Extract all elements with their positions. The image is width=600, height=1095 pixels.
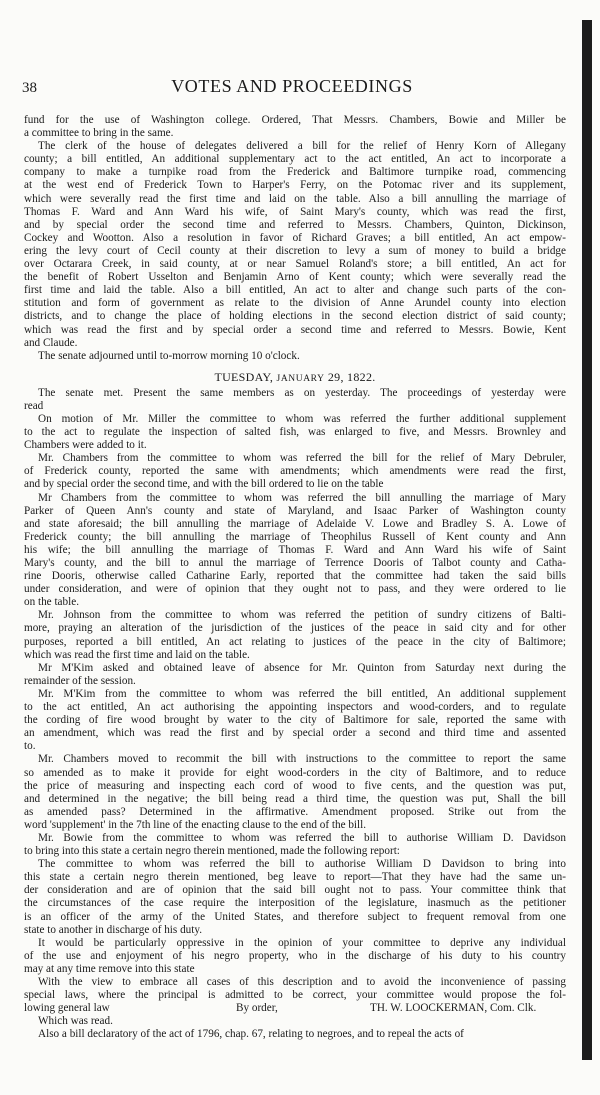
text-line: Mr. Chambers from the committee to whom was referred the bill for the relief of Mary Debruler,: [38, 452, 566, 465]
text-line: The senate met. Present the same members as on yesterday. The proceedings of yesterday were: [38, 386, 566, 399]
text-line: Thomas F. Ward and Ann Ward his wife, of Saint Mary's county, which was read the first,: [24, 205, 566, 218]
text-line: on the table.: [24, 596, 79, 609]
text-line: purposes, reported a bill entitled, An act relating to justices of the peace in the city of Baltimore;: [24, 635, 566, 648]
text-line: the benefit of Robert Usselton and Benjamin Arno of Kent county; which were severally read the: [24, 271, 566, 284]
text-line: which were severally read the first time and laid on the table. Also a bill annulling the marriage of: [24, 192, 566, 205]
text-line: and by special order the second time, and with the bill ordered to lie on the table: [24, 478, 384, 491]
text-line: and by special order the second time and referred to Messrs. Chambers, Quinton, Dickinson,: [24, 218, 566, 231]
text-line: Cockey and Wootton. Also a resolution in favor of Richard Graves; a bill entitled, An act empow-: [24, 231, 566, 244]
text-line: over Octarara Creek, in said county, at or near Samuel Roland's store; a bill entitled, An act for: [24, 258, 566, 271]
paragraph: [24, 832, 566, 858]
signature-by-order: By order,: [236, 1002, 278, 1015]
paragraph: [24, 350, 566, 363]
signature-lead: lowing general law: [24, 1002, 110, 1015]
section-after: [24, 387, 566, 1002]
text-line: to the act to regulate the inspection of salted fish, was enlarged to five, and Messrs. Brownley and: [24, 426, 566, 439]
text-line: Which was read.: [38, 1015, 113, 1028]
document-body: [24, 114, 566, 1041]
text-line: Mary's county, and the bill to annul the marriage of Terrence Dooris of Talbot county and Catha-: [24, 557, 566, 569]
text-line: Mr. Johnson from the committee to whom was referred the petition of sundry citizens of Balti-: [38, 609, 566, 622]
text-line: districts, and to change the place of holding elections in the second election district of said county;: [24, 310, 566, 323]
text-line: the circumstances of the case require the interposition of the legislature, inasmuch as the petitioner: [24, 897, 566, 910]
text-line: more, praying an alteration of the jurisdiction of the justices of the peace in said city and for other: [24, 622, 566, 635]
text-line: so amended as to make it provide for eight wood-corders in the city of Baltimore, and to reduce: [24, 766, 566, 779]
text-line: under consideration, and were of opinion that they ought not to pass, and they were ordered to lie: [24, 583, 566, 596]
text-line: at the west end of Frederick Town to Harper's Ferry, on the Potomac river and its supplement,: [24, 179, 566, 192]
text-line: first time and laid the table. Also a bill entitled, An act to alter and change such parts of the con-: [24, 284, 566, 297]
paragraph: [24, 492, 566, 610]
text-line: an amendment, which was read the first and by special order a second and third time and assented: [24, 727, 566, 740]
paragraph: [24, 662, 566, 688]
text-line: to bring into this state a certain negro therein mentioned, made the following report:: [24, 845, 400, 858]
text-line: The clerk of the house of delegates delivered a bill for the relief of Henry Korn of Allegany: [38, 140, 566, 153]
heading-date: 29, 1822.: [327, 369, 376, 384]
text-line: fund for the use of Washington college. Ordered, That Messrs. Chambers, Bowie and Miller be: [24, 114, 566, 126]
text-line: and state aforesaid; the bill annulling the marriage of Adelaide V. Lowe and Bradley S. A. Lowe of: [24, 517, 566, 530]
text-line: may at any time remove into this state: [24, 962, 195, 975]
section-before: [24, 114, 566, 363]
signature-name: TH. W. LOOCKERMAN, Com. Clk.: [370, 1002, 537, 1015]
text-line: stitution and form of government as relate to the division of Anne Arundel county into election: [24, 297, 566, 310]
paragraph: [24, 387, 566, 413]
text-line: and Claude.: [24, 336, 78, 349]
text-line: It would be particularly oppressive in the opinion of your committee to deprive any individual: [38, 936, 566, 949]
text-line: the cording of fire wood brought by water to the city of Baltimore for sale, reported the same with: [24, 714, 566, 727]
text-line: and determined in the negative; the bill being read a third time, the question was put, Shall the bill: [24, 792, 566, 805]
text-line: which was read the first time and laid on the table.: [24, 648, 250, 661]
text-line: to the act entitled, An act authorising the appointing inspectors and wood-corders, and to regulate: [24, 701, 566, 714]
paragraph: [24, 976, 566, 1002]
day-heading: [24, 363, 566, 387]
text-line: special laws, where the principal is admitted to be correct, your committee would propose the fol-: [24, 989, 566, 1002]
text-line: The committee to whom was referred the bill to authorise William D Davidson to bring into: [38, 858, 566, 871]
text-line: The senate adjourned until to-morrow morning 10 o'clock.: [38, 349, 300, 362]
paragraph: [24, 413, 566, 452]
section-closing: [24, 1015, 566, 1041]
text-line: remainder of the session.: [24, 674, 136, 687]
text-line: state to another in discharge of his duty.: [24, 923, 203, 936]
paragraph: [24, 858, 566, 937]
heading-day: TUESDAY,: [214, 369, 274, 384]
text-line: Mr. Chambers moved to recommit the bill with instructions to the committee to report the same: [38, 753, 566, 766]
paragraph: [24, 140, 566, 350]
text-line: Frederick county; the bill annulling the marriage of Theophilus Russell of Kent county and Ann: [24, 530, 566, 543]
heading-month: JANUARY: [276, 373, 325, 384]
text-line: Mr Chambers from the committee to whom was referred the bill annulling the marriage of Mary: [38, 491, 566, 504]
text-line: Mr. M'Kim from the committee to whom was referred the bill entitled, An additional supplement: [38, 687, 566, 700]
paragraph: [24, 609, 566, 661]
paragraph: [24, 937, 566, 976]
text-line: this state a certain negro therein mentioned, beg leave to report—That they have had the same un-: [24, 871, 566, 884]
paragraph: [24, 452, 566, 491]
text-line: of the use and enjoyment of his negro property, who in the discharge of his duty to his country: [24, 949, 566, 962]
text-line: rine Dooris, otherwise called Catharine Early, reported that the committee had taken the said bills: [24, 570, 566, 583]
text-line: Mr. Bowie from the committee to whom was referred the bill to authorise William D. Davidson: [38, 831, 566, 844]
text-line: read: [24, 399, 44, 412]
text-line: a committee to bring in the same.: [24, 127, 174, 140]
text-line: to.: [24, 740, 36, 753]
text-line: word 'supplement' in the 7th line of the enacting clause to the end of the bill.: [24, 818, 367, 831]
text-line: der consideration and are of opinion that the said bill ought not to pass. Your committee think that: [24, 884, 566, 897]
text-line: is an officer of the army of the United States, and therefore subject to frequent removal from one: [24, 910, 566, 923]
paragraph: [24, 753, 566, 832]
text-line: which was read the first and by special order a second time and referred to Messrs. Bowie, Kent: [24, 323, 566, 336]
paragraph: [24, 114, 566, 140]
text-line: company to make a turnpike road from the Frederick and Baltimore turnpike road, commencing: [24, 166, 566, 179]
text-line: ering the levy court of Cecil county at their discretion to levy a sum of money to build a bridge: [24, 244, 566, 257]
text-line: the price of measuring and inspecting each cord of wood to five cents, and the question was put,: [24, 779, 566, 792]
text-line: of Frederick county, reported the same with amendments; which amendments were read the first,: [24, 465, 566, 478]
running-title: VOTES AND PROCEEDINGS: [171, 76, 413, 96]
text-line: Chambers were added to it.: [24, 439, 147, 452]
paragraph: [24, 688, 566, 753]
committee-signature: [24, 1002, 566, 1015]
text-line: as amended pass? Determined in the affirmative. Amendment proposed. Strike out from the: [24, 805, 566, 818]
text-line: Mr M'Kim asked and obtained leave of absence for Mr. Quinton from Saturday next during the: [38, 661, 566, 674]
page-number: 38: [22, 80, 37, 96]
text-line: Parker of Queen Ann's county and state of Maryland, and Isaac Parker of Washington county: [24, 504, 566, 517]
text-line: On motion of Mr. Miller the committee to whom was referred the further additional supplement: [38, 412, 566, 425]
paragraph: [24, 1028, 566, 1041]
text-line: Also a bill declaratory of the act of 1796, chap. 67, relating to negroes, and to repeal the acts of: [38, 1028, 464, 1041]
text-line: With the view to embrace all cases of this description and to avoid the inconvenience of passing: [38, 976, 566, 988]
paragraph: [24, 1015, 566, 1028]
text-line: his wife; the bill annulling the marriage of Thomas F. Ward and Ann Ward his wife of Saint: [24, 543, 566, 556]
scan-edge-shadow: [582, 20, 592, 1060]
text-line: county; a bill entitled, An additional supplementary act to the act entitled, An act to incorporate a: [24, 153, 566, 166]
